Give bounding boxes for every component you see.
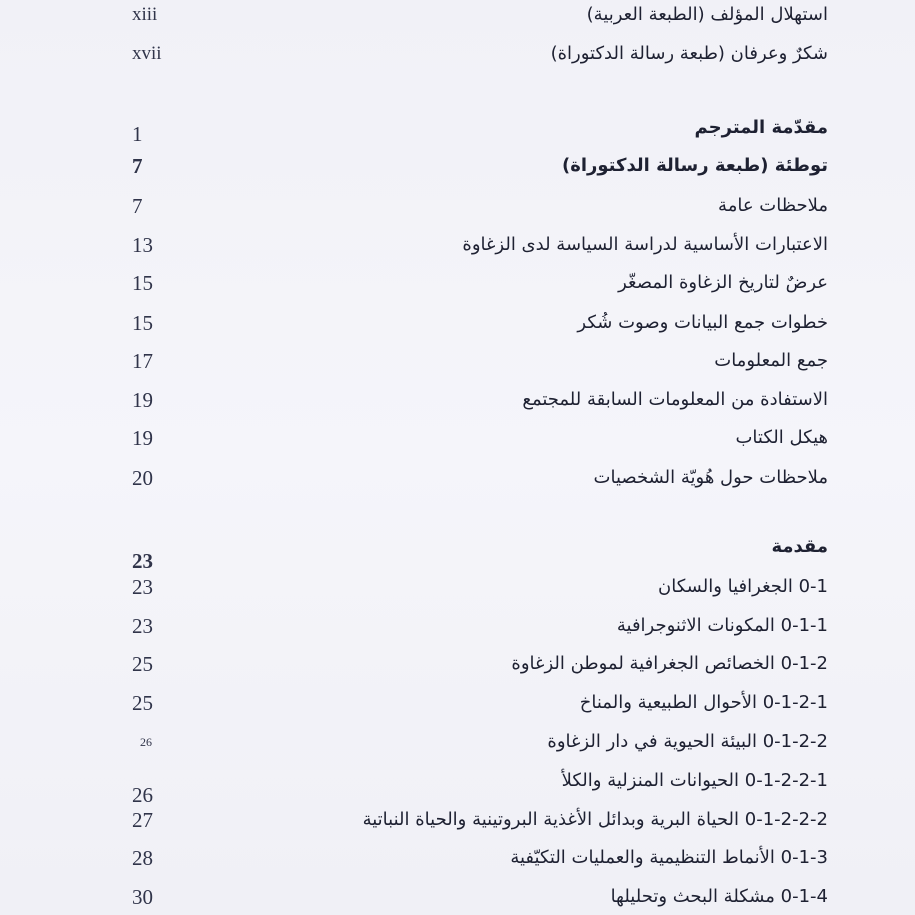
toc-entry-page-number: 7 (132, 194, 143, 218)
toc-entry-title: هيكل الكتاب (735, 427, 828, 448)
toc-entry (0, 421, 915, 455)
toc-entry (0, 725, 915, 759)
toc-entry (0, 149, 915, 183)
toc-entry-title: خطوات جمع البيانات وصوت شُكر (577, 312, 828, 333)
toc-entry (0, 803, 915, 837)
toc-entry (0, 570, 915, 604)
toc-entry (0, 841, 915, 875)
toc-entry-title: 0-1-3 الأنماط التنظيمية والعمليات التكيّفية (510, 847, 828, 868)
toc-entry-page-number: 26 (132, 783, 153, 807)
toc-entry-title: جمع المعلومات (714, 350, 828, 371)
toc-entry-title: 0-1-2-2-1 الحيوانات المنزلية والكلأ (561, 770, 828, 791)
toc-entry (0, 117, 915, 151)
toc-entry (0, 189, 915, 223)
toc-entry-page-number: 17 (132, 349, 153, 373)
toc-entry-title: مقدّمة المترجم (694, 117, 828, 138)
toc-entry-title: مقدمة (771, 536, 828, 557)
toc-entry-page-number: 7 (132, 154, 143, 178)
toc-entry-title: الاستفادة من المعلومات السابقة للمجتمع (522, 389, 828, 410)
toc-entry-page-number: 19 (132, 426, 153, 450)
toc-entry-title: شكرٌ وعرفان (طبعة رسالة الدكتوراة) (550, 43, 828, 64)
toc-entry (0, 0, 915, 32)
toc-entry-title: توطئة (طبعة رسالة الدكتوراة) (562, 155, 828, 176)
toc-entry-page-number: 15 (132, 271, 153, 295)
toc-entry-title: ملاحظات حول هُويّة الشخصيات (593, 467, 828, 488)
toc-entry-page-number: 25 (132, 691, 153, 715)
toc-entry-title: ملاحظات عامة (718, 195, 828, 216)
toc-entry-page-number: 30 (132, 885, 153, 909)
toc-entry-title: 0-1-2-2-2 الحياة البرية وبدائل الأغذية البروتينية والحياة النباتية (362, 809, 828, 830)
toc-entry (0, 37, 915, 71)
toc-entry-page-number: 15 (132, 311, 153, 335)
toc-entry-title: 0-1-4 مشكلة البحث وتحليلها (610, 886, 828, 907)
toc-entry-page-number: xiii (132, 4, 158, 25)
toc-entry (0, 306, 915, 340)
toc-entry-page-number: 23 (132, 575, 153, 599)
toc-entry (0, 228, 915, 262)
toc-entry-title: 0-1 الجغرافيا والسكان (658, 576, 828, 597)
toc-entry-page-number: 23 (132, 549, 153, 573)
toc-entry-title: 0-1-1 المكونات الاثنوجرافية (616, 615, 828, 636)
toc-entry-page-number: 19 (132, 388, 153, 412)
toc-entry-page-number: 26 (140, 735, 152, 749)
toc-entry (0, 686, 915, 720)
toc-entry-page-number: 23 (132, 614, 153, 638)
toc-entry-page-number: 27 (132, 808, 153, 832)
toc-entry-title: الاعتبارات الأساسية لدراسة السياسة لدى الزغاوة (462, 234, 828, 255)
toc-entry (0, 383, 915, 417)
toc-entry-title: 0-1-2 الخصائص الجغرافية لموطن الزغاوة (511, 653, 828, 674)
toc-entry (0, 647, 915, 681)
toc-entry-page-number: 25 (132, 652, 153, 676)
toc-entry-title: استهلال المؤلف (الطبعة العربية) (586, 4, 828, 25)
toc-entry-page-number: xvii (132, 43, 162, 64)
toc-entry (0, 880, 915, 914)
toc-entry-page-number: 20 (132, 466, 153, 490)
toc-entry-title: 0-1-2-1 الأحوال الطبيعية والمناخ (579, 692, 828, 713)
toc-entry (0, 461, 915, 495)
toc-entry-title: عرضٌ لتاريخ الزغاوة المصغّر (618, 272, 828, 293)
toc-entry (0, 266, 915, 300)
toc-entry (0, 609, 915, 643)
toc-entry-page-number: 13 (132, 233, 153, 257)
toc-entry-page-number: 1 (132, 122, 143, 146)
toc-entry (0, 344, 915, 378)
toc-entry-page-number: 28 (132, 846, 153, 870)
toc-entry-title: 0-1-2-2 البيئة الحيوية في دار الزغاوة (547, 731, 828, 752)
